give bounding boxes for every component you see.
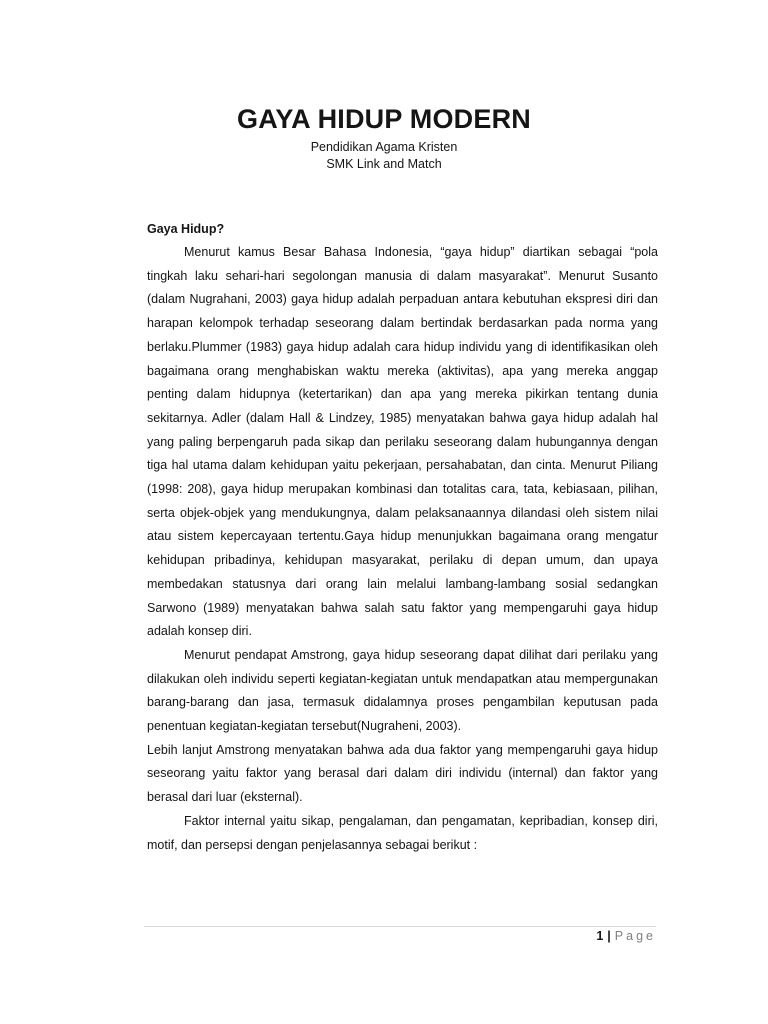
document-title: GAYA HIDUP MODERN <box>237 104 531 134</box>
paragraph-factors: Lebih lanjut Amstrong menyatakan bahwa ada dua faktor yang mempengaruhi gaya hidup seseorang yaitu faktor yang berasal dari dalam diri individu (internal) dan faktor yang berasal dari luar (eksternal). <box>147 742 658 805</box>
document-subtitle-school: SMK Link and Match <box>326 157 442 171</box>
page-number: 1 <box>596 929 604 943</box>
footer-separator: | <box>607 929 611 943</box>
paragraph-amstrong: Menurut pendapat Amstrong, gaya hidup seseorang dapat dilihat dari perilaku yang dilakukan oleh individu seperti kegiatan-kegiatan untuk mendapatkan atau mempergunakan barang-barang dan jasa, termasuk didalamnya proses pengambilan keputusan pada penentuan kegiatan-kegiatan tersebut(Nugraheni, 2003). <box>147 647 658 734</box>
footer-divider <box>144 926 656 927</box>
document-body <box>147 219 658 857</box>
paragraph-internal-factors: Faktor internal yaitu sikap, pengalaman, dan pengamatan, kepribadian, konsep diri, motif, dan persepsi dengan penjelasannya sebagai berikut : <box>147 813 658 852</box>
page-label: Page <box>614 929 656 943</box>
section-heading: Gaya Hidup? <box>147 222 225 236</box>
page-footer <box>596 929 656 943</box>
paragraph-definition: Menurut kamus Besar Bahasa Indonesia, “gaya hidup” diartikan sebagai “pola tingkah laku sehari-hari segolongan manusia di dalam masyarakat”. Menurut Susanto (dalam Nugrahani, 2003) gaya hidup adalah perpaduan antara kebutuhan ekspresi diri dan harapan kelompok terhadap seseorang dalam bertindak berdasarkan pada norma yang berlaku.Plummer (1983) gaya hidup adalah cara hidup individu yang di identifikasikan oleh bagaimana orang menghabiskan waktu mereka (aktivitas), apa yang mereka anggap penting dalam hidupnya (ketertarikan) dan apa yang mereka pikirkan tentang dunia sekitarnya. Adler (dalam Hall & Lindzey, 1985) menyatakan bahwa gaya hidup adalah hal yang paling berpengaruh pada sikap dan perilaku seseorang dalam hubungannya dengan tiga hal utama dalam kehidupan yaitu pekerjaan, persahabatan, dan cinta. Menurut Piliang (1998: 208), gaya hidup merupakan kombinasi dan totalitas cara, tata, kebiasaan, pilihan, serta objek-objek yang mendukungnya, dalam pelaksanaannya dilandasi oleh sistem nilai atau sistem kepercayaan tertentu.Gaya hidup menunjukkan bagaimana orang mengatur kehidupan pribadinya, kehidupan masyarakat, perilaku di depan umum, dan upaya membedakan statusnya dari orang lain melalui lambang-lambang sosial sedangkan Sarwono (1989) menyatakan bahwa salah satu faktor yang mempengaruhi gaya hidup adalah konsep diri. <box>147 245 658 639</box>
document-subtitle-course: Pendidikan Agama Kristen <box>310 140 458 154</box>
